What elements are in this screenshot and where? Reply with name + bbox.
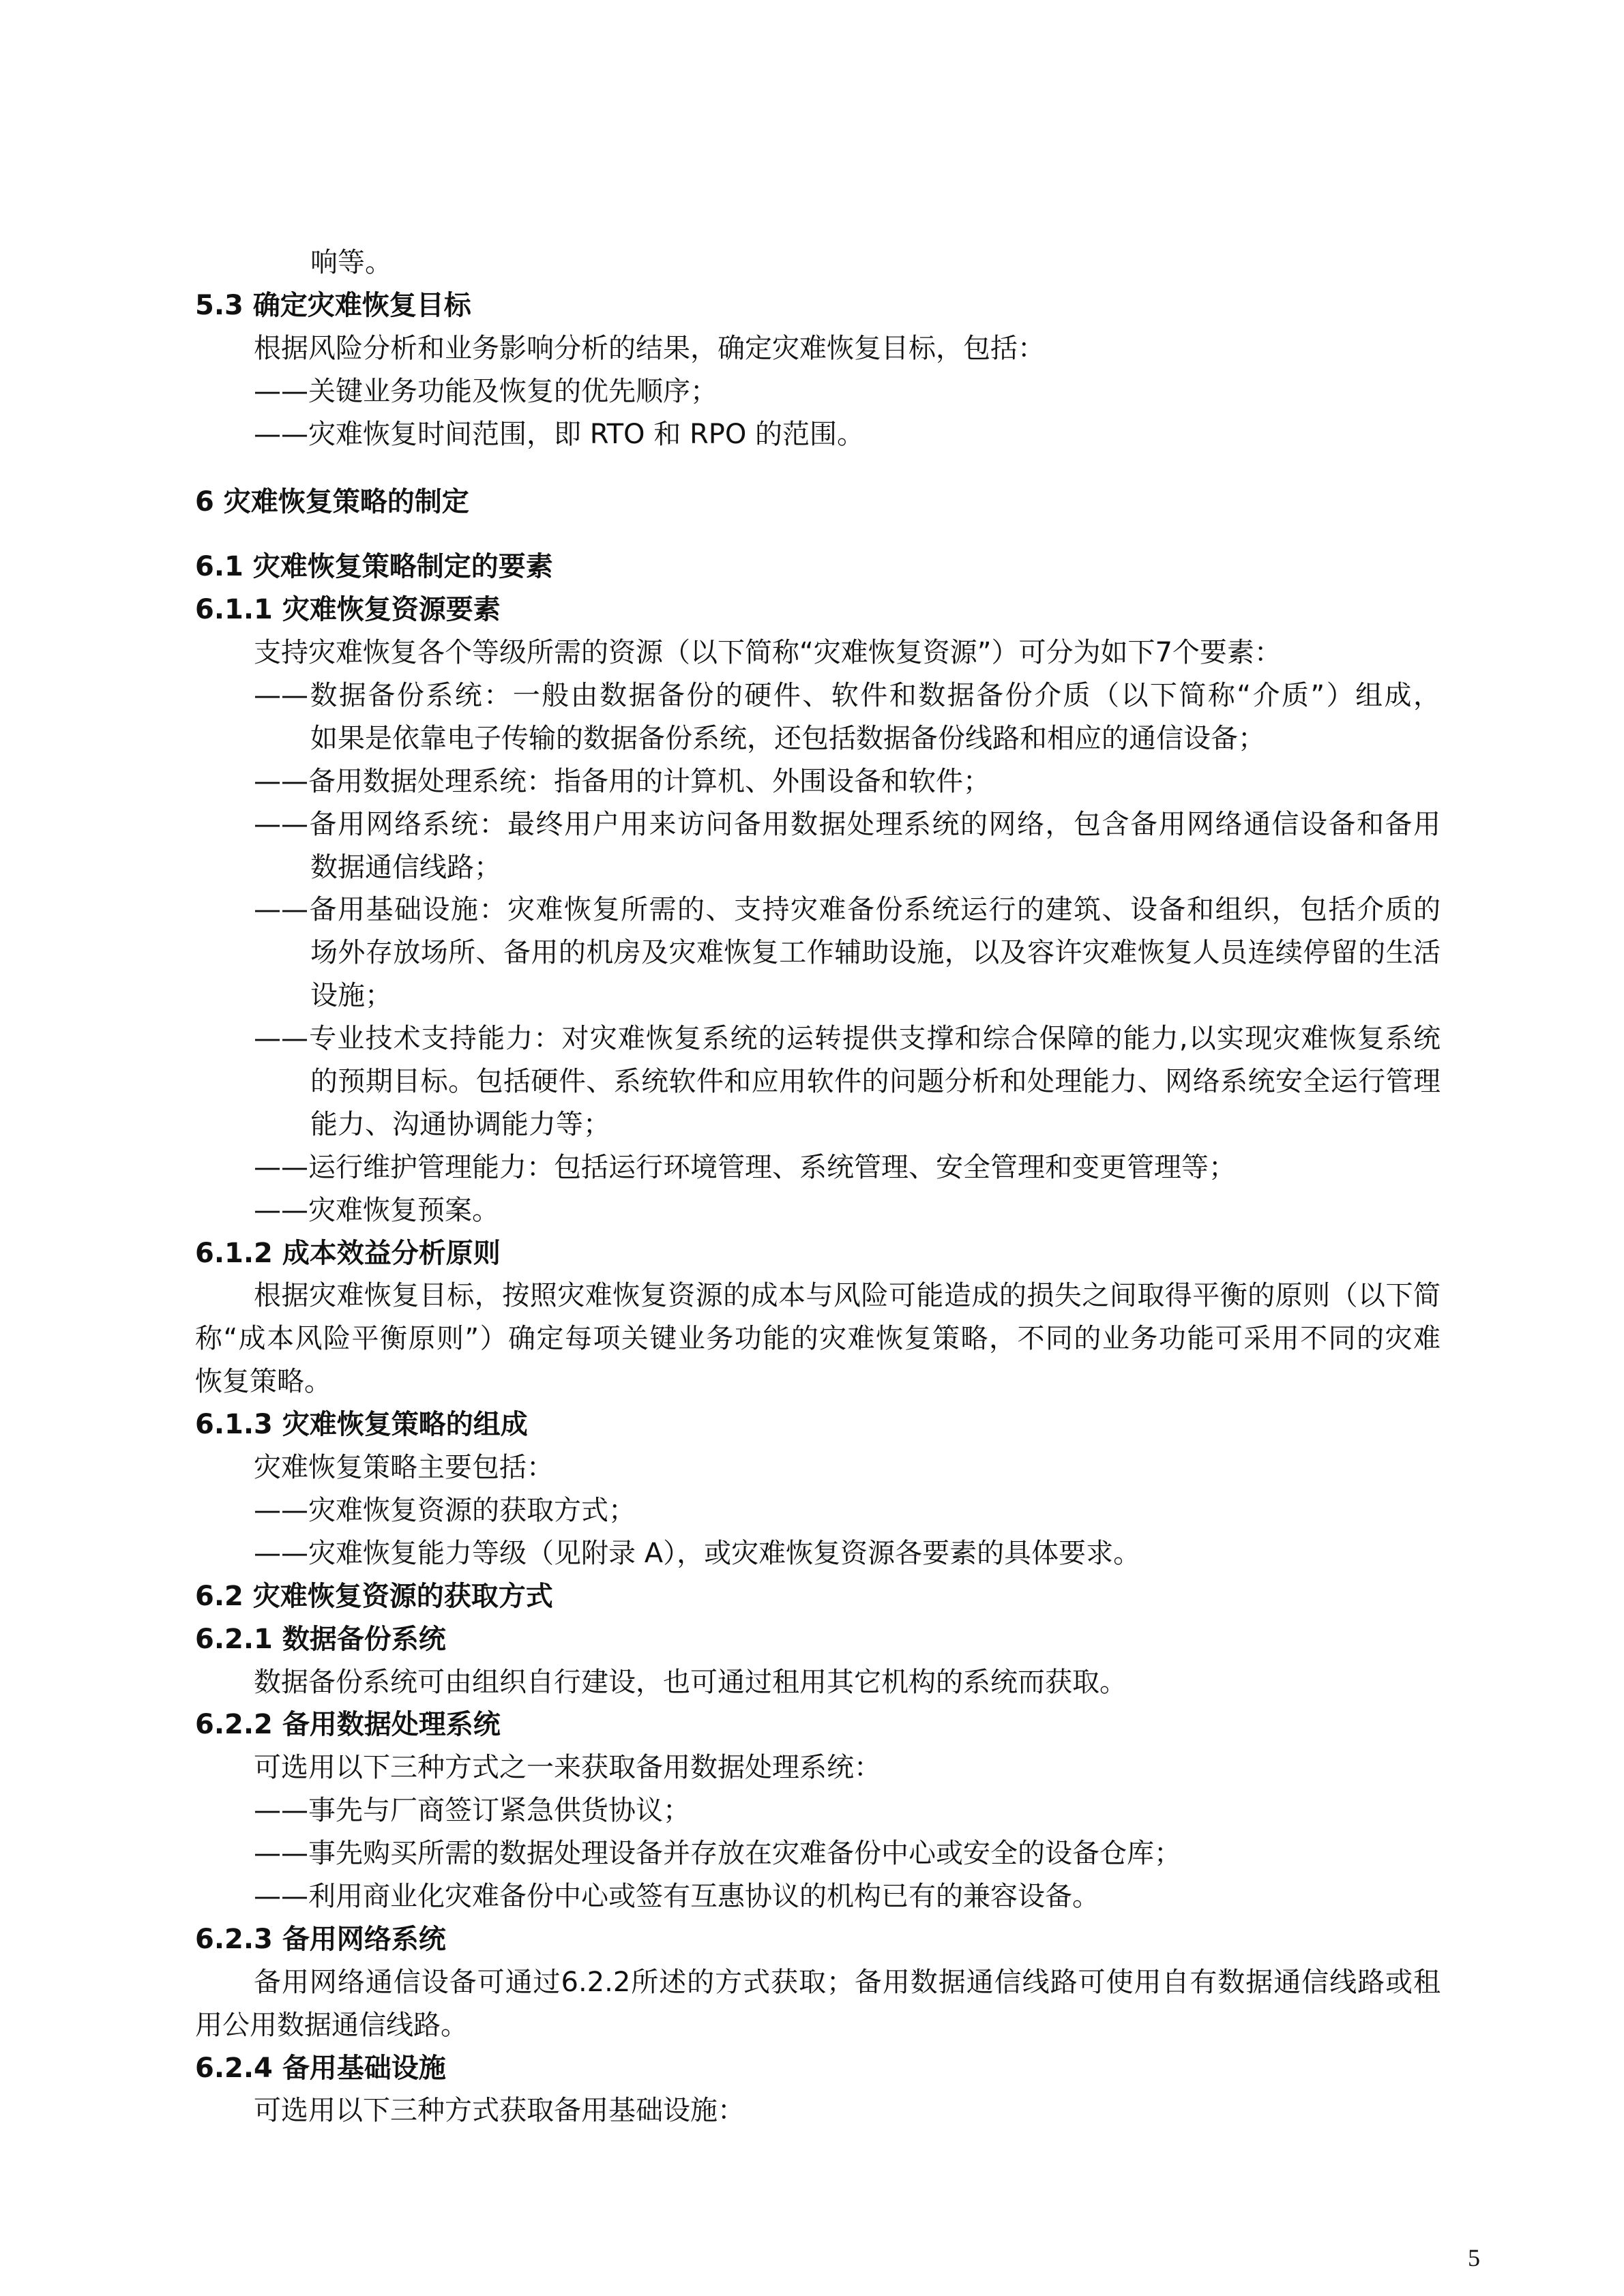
- paragraph: [195, 1446, 1441, 1489]
- text-line: 灾难恢复策略主要包括：: [254, 1452, 554, 1484]
- text-line: 根据风险分析和业务影响分析的结果，确定灾难恢复目标，包括：: [254, 332, 1045, 364]
- section-heading: [195, 1232, 1441, 1275]
- text-line: ——利用商业化灾难备份中心或签有互惠协议的机构已有的兼容设备。: [254, 1880, 1099, 1912]
- list-item: [195, 1017, 1441, 1146]
- list-item: [195, 760, 1441, 803]
- text-line: 6.2.2 备用数据处理系统: [195, 1709, 501, 1741]
- list-item: [195, 1789, 1441, 1832]
- paragraph: [195, 327, 1441, 370]
- text-line: 支持灾难恢复各个等级所需的资源（以下简称“灾难恢复资源”）可分为如下7个要素：: [254, 637, 1282, 669]
- list-item: [195, 1189, 1441, 1232]
- text-line: 用公用数据通信线路。: [195, 2009, 468, 2041]
- text-line: 备用网络通信设备可通过6.2.2所述的方式获取；备用数据通信线路可使用自有数据通信线路或租: [254, 1966, 1441, 1998]
- text-line: ——灾难恢复能力等级（见附录 A），或灾难恢复资源各要素的具体要求。: [254, 1537, 1141, 1569]
- section-heading: [195, 1918, 1441, 1961]
- section-heading: [195, 1703, 1441, 1746]
- section-heading: [195, 284, 1441, 327]
- text-line: 能力、沟通协调能力等；: [310, 1108, 610, 1140]
- list-item: [195, 370, 1441, 413]
- paragraph: [195, 1961, 1441, 2047]
- section-heading: [195, 588, 1441, 631]
- page-number: 5: [1468, 2244, 1480, 2271]
- text-line: ——事先购买所需的数据处理设备并存放在灾难备份中心或安全的设备仓库；: [254, 1838, 1181, 1870]
- text-line: 数据备份系统可由组织自行建设，也可通过租用其它机构的系统而获取。: [254, 1666, 1127, 1698]
- text-line: 可选用以下三种方式获取备用基础设施：: [254, 2095, 745, 2127]
- paragraph: [195, 241, 1441, 284]
- list-item: [195, 889, 1441, 1017]
- text-line: 6.2.4 备用基础设施: [195, 2052, 446, 2084]
- text-line: 的预期目标。包括硬件、系统软件和应用软件的问题分析和处理能力、网络系统安全运行管理: [310, 1066, 1441, 1098]
- text-line: 6 灾难恢复策略的制定: [195, 486, 469, 518]
- text-line: 6.1.1 灾难恢复资源要素: [195, 594, 501, 626]
- text-line: 根据灾难恢复目标，按照灾难恢复资源的成本与风险可能造成的损失之间取得平衡的原则（以下简: [254, 1280, 1441, 1312]
- section-heading: [195, 1403, 1441, 1446]
- paragraph: [195, 1746, 1441, 1789]
- list-item: [195, 1875, 1441, 1918]
- text-line: ——备用数据处理系统：指备用的计算机、外围设备和软件；: [254, 765, 990, 797]
- list-item: [195, 1532, 1441, 1575]
- text-line: 6.1.2 成本效益分析原则: [195, 1237, 501, 1269]
- text-line: 如果是依靠电子传输的数据备份系统，还包括数据备份线路和相应的通信设备；: [310, 722, 1265, 754]
- text-line: ——备用网络系统：最终用户用来访问备用数据处理系统的网络，包含备用网络通信设备和备用: [254, 808, 1441, 840]
- list-item: [195, 803, 1441, 889]
- text-line: 可选用以下三种方式之一来获取备用数据处理系统：: [254, 1752, 881, 1784]
- text-line: 6.2.3 备用网络系统: [195, 1923, 446, 1955]
- section-heading: [195, 481, 1441, 524]
- text-line: 恢复策略。: [195, 1366, 331, 1398]
- list-item: [195, 1489, 1441, 1532]
- text-line: 场外存放场所、备用的机房及灾难恢复工作辅助设施，以及容许灾难恢复人员连续停留的生活: [310, 937, 1441, 969]
- text-line: 6.2.1 数据备份系统: [195, 1623, 446, 1655]
- paragraph: [195, 1274, 1441, 1403]
- document-body: [195, 241, 1441, 2132]
- section-heading: [195, 1618, 1441, 1661]
- text-line: ——灾难恢复资源的获取方式；: [254, 1494, 636, 1526]
- text-line: ——灾难恢复预案。: [254, 1194, 499, 1226]
- text-line: 6.1 灾难恢复策略制定的要素: [195, 551, 553, 583]
- section-heading: [195, 1575, 1441, 1618]
- list-item: [195, 674, 1441, 760]
- text-line: ——运行维护管理能力：包括运行环境管理、系统管理、安全管理和变更管理等；: [254, 1151, 1236, 1183]
- text-line: 数据通信线路；: [310, 851, 501, 883]
- list-item: [195, 1146, 1441, 1189]
- text-line: 6.2 灾难恢复资源的获取方式: [195, 1580, 553, 1612]
- paragraph: [195, 631, 1441, 674]
- text-line: 称“成本风险平衡原则”）确定每项关键业务功能的灾难恢复策略，不同的业务功能可采用不同的灾难: [195, 1323, 1441, 1355]
- text-line: ——数据备份系统：一般由数据备份的硬件、软件和数据备份介质（以下简称“介质”）组成，: [254, 680, 1441, 712]
- text-line: ——专业技术支持能力：对灾难恢复系统的运转提供支撑和综合保障的能力,以实现灾难恢复系统: [254, 1023, 1441, 1055]
- text-line: 设施；: [310, 980, 392, 1012]
- text-line: 响等。: [310, 247, 392, 278]
- paragraph: [195, 1661, 1441, 1704]
- section-heading: [195, 546, 1441, 588]
- section-heading: [195, 2047, 1441, 2090]
- text-line: ——灾难恢复时间范围，即 RTO 和 RPO 的范围。: [254, 418, 865, 450]
- list-item: [195, 1832, 1441, 1875]
- text-line: ——关键业务功能及恢复的优先顺序；: [254, 375, 718, 407]
- text-line: 6.1.3 灾难恢复策略的组成: [195, 1409, 528, 1441]
- list-item: [195, 413, 1441, 456]
- text-line: ——备用基础设施：灾难恢复所需的、支持灾难备份系统运行的建筑、设备和组织，包括介质的: [254, 894, 1441, 926]
- text-line: ——事先与厂商签订紧急供货协议；: [254, 1795, 690, 1827]
- paragraph: [195, 2089, 1441, 2132]
- text-line: 5.3 确定灾难恢复目标: [195, 289, 471, 321]
